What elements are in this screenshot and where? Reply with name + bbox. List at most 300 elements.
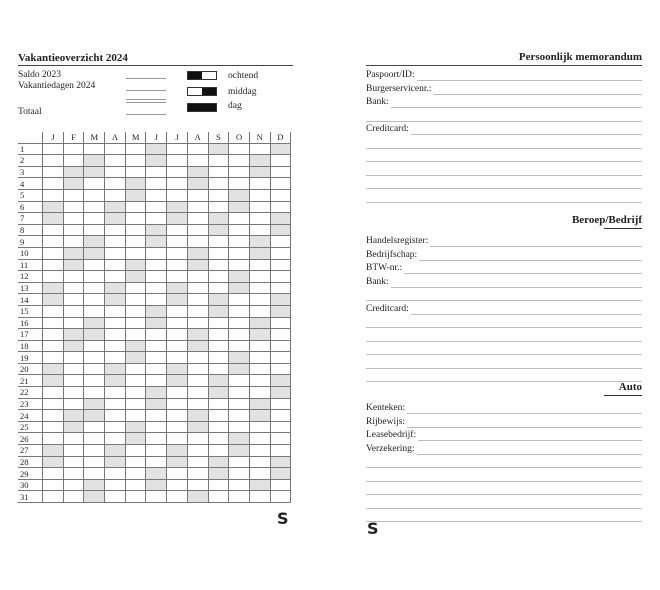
day-cell[interactable] (84, 340, 105, 352)
day-cell[interactable] (187, 155, 208, 167)
day-cell[interactable] (43, 189, 64, 201)
day-cell[interactable] (270, 166, 291, 178)
field-row[interactable] (366, 403, 642, 416)
field-row[interactable] (366, 444, 642, 457)
day-cell[interactable] (208, 410, 229, 422)
day-cell[interactable] (249, 317, 270, 329)
day-cell[interactable] (229, 236, 250, 248)
day-cell[interactable] (229, 305, 250, 317)
day-cell[interactable] (105, 155, 126, 167)
field-row[interactable] (366, 263, 642, 276)
day-cell[interactable] (105, 410, 126, 422)
field-row[interactable] (366, 290, 642, 303)
day-cell[interactable] (229, 271, 250, 283)
day-cell[interactable] (43, 282, 64, 294)
day-cell[interactable] (43, 340, 64, 352)
day-cell[interactable] (125, 305, 146, 317)
day-cell[interactable] (229, 178, 250, 190)
day-cell[interactable] (105, 363, 126, 375)
day-cell[interactable] (84, 282, 105, 294)
day-cell[interactable] (63, 421, 84, 433)
day-cell[interactable] (146, 155, 167, 167)
day-cell[interactable] (208, 375, 229, 387)
day-cell[interactable] (229, 398, 250, 410)
day-cell[interactable] (187, 352, 208, 364)
field-row[interactable] (366, 84, 642, 97)
day-cell[interactable] (105, 456, 126, 468)
day-cell[interactable] (84, 271, 105, 283)
day-cell[interactable] (43, 143, 64, 155)
day-cell[interactable] (84, 224, 105, 236)
day-cell[interactable] (125, 271, 146, 283)
day-cell[interactable] (270, 329, 291, 341)
day-cell[interactable] (187, 340, 208, 352)
day-cell[interactable] (187, 305, 208, 317)
day-cell[interactable] (270, 363, 291, 375)
day-cell[interactable] (63, 155, 84, 167)
day-cell[interactable] (84, 166, 105, 178)
day-cell[interactable] (63, 445, 84, 457)
day-cell[interactable] (125, 213, 146, 225)
day-cell[interactable] (167, 491, 188, 503)
day-cell[interactable] (84, 468, 105, 480)
day-cell[interactable] (105, 317, 126, 329)
day-cell[interactable] (84, 317, 105, 329)
day-cell[interactable] (43, 421, 64, 433)
day-cell[interactable] (167, 166, 188, 178)
day-cell[interactable] (249, 375, 270, 387)
day-cell[interactable] (105, 329, 126, 341)
day-cell[interactable] (63, 352, 84, 364)
day-cell[interactable] (125, 201, 146, 213)
day-cell[interactable] (187, 224, 208, 236)
day-cell[interactable] (63, 329, 84, 341)
day-cell[interactable] (249, 259, 270, 271)
day-cell[interactable] (187, 247, 208, 259)
day-cell[interactable] (125, 247, 146, 259)
day-cell[interactable] (208, 445, 229, 457)
day-cell[interactable] (167, 340, 188, 352)
blank-line[interactable] (366, 148, 642, 149)
day-cell[interactable] (249, 340, 270, 352)
day-cell[interactable] (63, 305, 84, 317)
day-cell[interactable] (187, 282, 208, 294)
day-cell[interactable] (105, 352, 126, 364)
day-cell[interactable] (146, 166, 167, 178)
day-cell[interactable] (84, 155, 105, 167)
day-cell[interactable] (167, 247, 188, 259)
day-cell[interactable] (105, 224, 126, 236)
day-cell[interactable] (270, 213, 291, 225)
day-cell[interactable] (105, 445, 126, 457)
day-cell[interactable] (187, 433, 208, 445)
day-cell[interactable] (208, 398, 229, 410)
day-cell[interactable] (125, 375, 146, 387)
day-cell[interactable] (208, 236, 229, 248)
day-cell[interactable] (270, 259, 291, 271)
day-cell[interactable] (146, 294, 167, 306)
day-cell[interactable] (270, 294, 291, 306)
day-cell[interactable] (146, 491, 167, 503)
day-cell[interactable] (84, 433, 105, 445)
day-cell[interactable] (270, 468, 291, 480)
day-cell[interactable] (125, 468, 146, 480)
day-cell[interactable] (229, 213, 250, 225)
blank-line[interactable] (366, 202, 642, 203)
day-cell[interactable] (229, 201, 250, 213)
day-cell[interactable] (125, 155, 146, 167)
day-cell[interactable] (187, 456, 208, 468)
day-cell[interactable] (167, 352, 188, 364)
day-cell[interactable] (229, 224, 250, 236)
day-cell[interactable] (125, 491, 146, 503)
day-cell[interactable] (43, 305, 64, 317)
day-cell[interactable] (270, 421, 291, 433)
blank-line[interactable] (366, 381, 642, 382)
day-cell[interactable] (63, 410, 84, 422)
day-cell[interactable] (43, 329, 64, 341)
day-cell[interactable] (105, 259, 126, 271)
day-cell[interactable] (105, 305, 126, 317)
day-cell[interactable] (187, 387, 208, 399)
day-cell[interactable] (43, 479, 64, 491)
day-cell[interactable] (249, 213, 270, 225)
day-cell[interactable] (43, 491, 64, 503)
day-cell[interactable] (187, 491, 208, 503)
day-cell[interactable] (270, 491, 291, 503)
day-cell[interactable] (63, 282, 84, 294)
day-cell[interactable] (249, 468, 270, 480)
day-cell[interactable] (208, 259, 229, 271)
day-cell[interactable] (43, 387, 64, 399)
day-cell[interactable] (270, 305, 291, 317)
day-cell[interactable] (146, 445, 167, 457)
field-row[interactable] (366, 250, 642, 263)
day-cell[interactable] (208, 189, 229, 201)
day-cell[interactable] (63, 213, 84, 225)
blank-line[interactable] (366, 467, 642, 468)
field-row[interactable] (366, 70, 642, 83)
day-cell[interactable] (187, 398, 208, 410)
day-cell[interactable] (208, 363, 229, 375)
day-cell[interactable] (63, 166, 84, 178)
day-cell[interactable] (84, 352, 105, 364)
day-cell[interactable] (270, 282, 291, 294)
day-cell[interactable] (63, 468, 84, 480)
day-cell[interactable] (167, 201, 188, 213)
day-cell[interactable] (43, 317, 64, 329)
field-row[interactable] (366, 124, 642, 137)
day-cell[interactable] (146, 259, 167, 271)
day-cell[interactable] (63, 224, 84, 236)
day-cell[interactable] (208, 155, 229, 167)
day-cell[interactable] (187, 236, 208, 248)
blank-line[interactable] (366, 175, 642, 176)
day-cell[interactable] (270, 340, 291, 352)
blank-line[interactable] (366, 494, 642, 495)
day-cell[interactable] (105, 282, 126, 294)
day-cell[interactable] (43, 294, 64, 306)
day-cell[interactable] (229, 445, 250, 457)
day-cell[interactable] (167, 468, 188, 480)
blank-line[interactable] (366, 368, 642, 369)
day-cell[interactable] (84, 479, 105, 491)
day-cell[interactable] (105, 178, 126, 190)
field-row[interactable] (366, 111, 642, 124)
day-cell[interactable] (84, 410, 105, 422)
day-cell[interactable] (167, 421, 188, 433)
day-cell[interactable] (84, 305, 105, 317)
day-cell[interactable] (270, 317, 291, 329)
day-cell[interactable] (84, 143, 105, 155)
day-cell[interactable] (187, 201, 208, 213)
day-cell[interactable] (208, 491, 229, 503)
day-cell[interactable] (105, 375, 126, 387)
day-cell[interactable] (229, 189, 250, 201)
day-cell[interactable] (125, 340, 146, 352)
day-cell[interactable] (43, 398, 64, 410)
day-cell[interactable] (167, 363, 188, 375)
day-cell[interactable] (208, 201, 229, 213)
day-cell[interactable] (146, 375, 167, 387)
day-cell[interactable] (146, 282, 167, 294)
day-cell[interactable] (105, 340, 126, 352)
day-cell[interactable] (63, 271, 84, 283)
blank-line[interactable] (366, 188, 642, 189)
day-cell[interactable] (167, 236, 188, 248)
day-cell[interactable] (249, 155, 270, 167)
blank-line[interactable] (366, 327, 642, 328)
day-cell[interactable] (249, 247, 270, 259)
day-cell[interactable] (167, 305, 188, 317)
day-cell[interactable] (270, 479, 291, 491)
day-cell[interactable] (208, 421, 229, 433)
day-cell[interactable] (84, 387, 105, 399)
day-cell[interactable] (146, 363, 167, 375)
blank-line[interactable] (366, 161, 642, 162)
day-cell[interactable] (187, 375, 208, 387)
day-cell[interactable] (125, 178, 146, 190)
day-cell[interactable] (125, 236, 146, 248)
day-cell[interactable] (125, 166, 146, 178)
day-cell[interactable] (208, 305, 229, 317)
day-cell[interactable] (249, 224, 270, 236)
day-cell[interactable] (105, 491, 126, 503)
day-cell[interactable] (125, 445, 146, 457)
day-cell[interactable] (125, 387, 146, 399)
day-cell[interactable] (146, 456, 167, 468)
day-cell[interactable] (63, 143, 84, 155)
day-cell[interactable] (105, 247, 126, 259)
day-cell[interactable] (270, 143, 291, 155)
day-cell[interactable] (146, 421, 167, 433)
day-cell[interactable] (229, 363, 250, 375)
day-cell[interactable] (167, 213, 188, 225)
day-cell[interactable] (208, 247, 229, 259)
day-cell[interactable] (208, 271, 229, 283)
day-cell[interactable] (208, 317, 229, 329)
field-row[interactable] (366, 430, 642, 443)
day-cell[interactable] (105, 398, 126, 410)
day-cell[interactable] (84, 259, 105, 271)
day-cell[interactable] (208, 224, 229, 236)
day-cell[interactable] (208, 456, 229, 468)
day-cell[interactable] (229, 282, 250, 294)
day-cell[interactable] (249, 421, 270, 433)
day-cell[interactable] (229, 375, 250, 387)
day-cell[interactable] (63, 247, 84, 259)
day-cell[interactable] (105, 294, 126, 306)
day-cell[interactable] (167, 189, 188, 201)
day-cell[interactable] (187, 363, 208, 375)
day-cell[interactable] (167, 479, 188, 491)
day-cell[interactable] (105, 468, 126, 480)
day-cell[interactable] (229, 329, 250, 341)
day-cell[interactable] (63, 236, 84, 248)
day-cell[interactable] (105, 387, 126, 399)
day-cell[interactable] (249, 294, 270, 306)
day-cell[interactable] (187, 421, 208, 433)
day-cell[interactable] (43, 433, 64, 445)
day-cell[interactable] (63, 178, 84, 190)
day-cell[interactable] (125, 433, 146, 445)
day-cell[interactable] (167, 155, 188, 167)
field-row[interactable] (366, 304, 642, 317)
day-cell[interactable] (270, 398, 291, 410)
day-cell[interactable] (146, 143, 167, 155)
day-cell[interactable] (249, 491, 270, 503)
day-cell[interactable] (229, 352, 250, 364)
day-cell[interactable] (208, 479, 229, 491)
day-cell[interactable] (125, 143, 146, 155)
day-cell[interactable] (105, 433, 126, 445)
field-row[interactable] (366, 97, 642, 110)
day-cell[interactable] (208, 387, 229, 399)
day-cell[interactable] (249, 236, 270, 248)
day-cell[interactable] (146, 329, 167, 341)
day-cell[interactable] (229, 143, 250, 155)
day-cell[interactable] (125, 456, 146, 468)
day-cell[interactable] (63, 363, 84, 375)
day-cell[interactable] (125, 189, 146, 201)
day-cell[interactable] (43, 178, 64, 190)
day-cell[interactable] (229, 259, 250, 271)
day-cell[interactable] (63, 387, 84, 399)
day-cell[interactable] (208, 340, 229, 352)
day-cell[interactable] (84, 329, 105, 341)
day-cell[interactable] (84, 421, 105, 433)
day-cell[interactable] (84, 201, 105, 213)
day-cell[interactable] (208, 352, 229, 364)
day-cell[interactable] (125, 282, 146, 294)
day-cell[interactable] (270, 247, 291, 259)
day-cell[interactable] (84, 398, 105, 410)
day-cell[interactable] (63, 317, 84, 329)
day-cell[interactable] (43, 259, 64, 271)
day-cell[interactable] (187, 445, 208, 457)
day-cell[interactable] (229, 387, 250, 399)
day-cell[interactable] (43, 410, 64, 422)
day-cell[interactable] (167, 224, 188, 236)
day-cell[interactable] (125, 421, 146, 433)
day-cell[interactable] (208, 433, 229, 445)
day-cell[interactable] (43, 456, 64, 468)
blank-line[interactable] (366, 341, 642, 342)
day-cell[interactable] (125, 329, 146, 341)
day-cell[interactable] (249, 329, 270, 341)
day-cell[interactable] (229, 421, 250, 433)
day-cell[interactable] (270, 201, 291, 213)
day-cell[interactable] (187, 189, 208, 201)
day-cell[interactable] (84, 189, 105, 201)
day-cell[interactable] (167, 329, 188, 341)
day-cell[interactable] (84, 456, 105, 468)
field-row[interactable] (366, 417, 642, 430)
day-cell[interactable] (249, 166, 270, 178)
day-cell[interactable] (167, 259, 188, 271)
day-cell[interactable] (146, 201, 167, 213)
day-cell[interactable] (105, 479, 126, 491)
day-cell[interactable] (146, 189, 167, 201)
day-cell[interactable] (187, 479, 208, 491)
day-cell[interactable] (167, 398, 188, 410)
day-cell[interactable] (43, 166, 64, 178)
day-cell[interactable] (63, 340, 84, 352)
day-cell[interactable] (208, 468, 229, 480)
day-cell[interactable] (249, 479, 270, 491)
day-cell[interactable] (229, 410, 250, 422)
day-cell[interactable] (167, 282, 188, 294)
day-cell[interactable] (167, 317, 188, 329)
day-cell[interactable] (105, 201, 126, 213)
day-cell[interactable] (208, 294, 229, 306)
day-cell[interactable] (167, 387, 188, 399)
day-cell[interactable] (125, 224, 146, 236)
day-cell[interactable] (229, 433, 250, 445)
day-cell[interactable] (229, 247, 250, 259)
day-cell[interactable] (270, 155, 291, 167)
day-cell[interactable] (63, 259, 84, 271)
day-cell[interactable] (270, 178, 291, 190)
day-cell[interactable] (63, 491, 84, 503)
day-cell[interactable] (187, 329, 208, 341)
day-cell[interactable] (229, 155, 250, 167)
day-cell[interactable] (187, 166, 208, 178)
day-cell[interactable] (63, 433, 84, 445)
day-cell[interactable] (63, 375, 84, 387)
day-cell[interactable] (270, 375, 291, 387)
day-cell[interactable] (229, 468, 250, 480)
day-cell[interactable] (187, 178, 208, 190)
day-cell[interactable] (125, 398, 146, 410)
day-cell[interactable] (167, 410, 188, 422)
day-cell[interactable] (270, 433, 291, 445)
day-cell[interactable] (146, 224, 167, 236)
day-cell[interactable] (208, 178, 229, 190)
day-cell[interactable] (84, 178, 105, 190)
day-cell[interactable] (63, 201, 84, 213)
day-cell[interactable] (125, 410, 146, 422)
day-cell[interactable] (229, 166, 250, 178)
day-cell[interactable] (229, 340, 250, 352)
day-cell[interactable] (105, 271, 126, 283)
day-cell[interactable] (270, 456, 291, 468)
blank-line[interactable] (366, 508, 642, 509)
day-cell[interactable] (249, 410, 270, 422)
day-cell[interactable] (270, 410, 291, 422)
day-cell[interactable] (125, 259, 146, 271)
day-cell[interactable] (187, 213, 208, 225)
